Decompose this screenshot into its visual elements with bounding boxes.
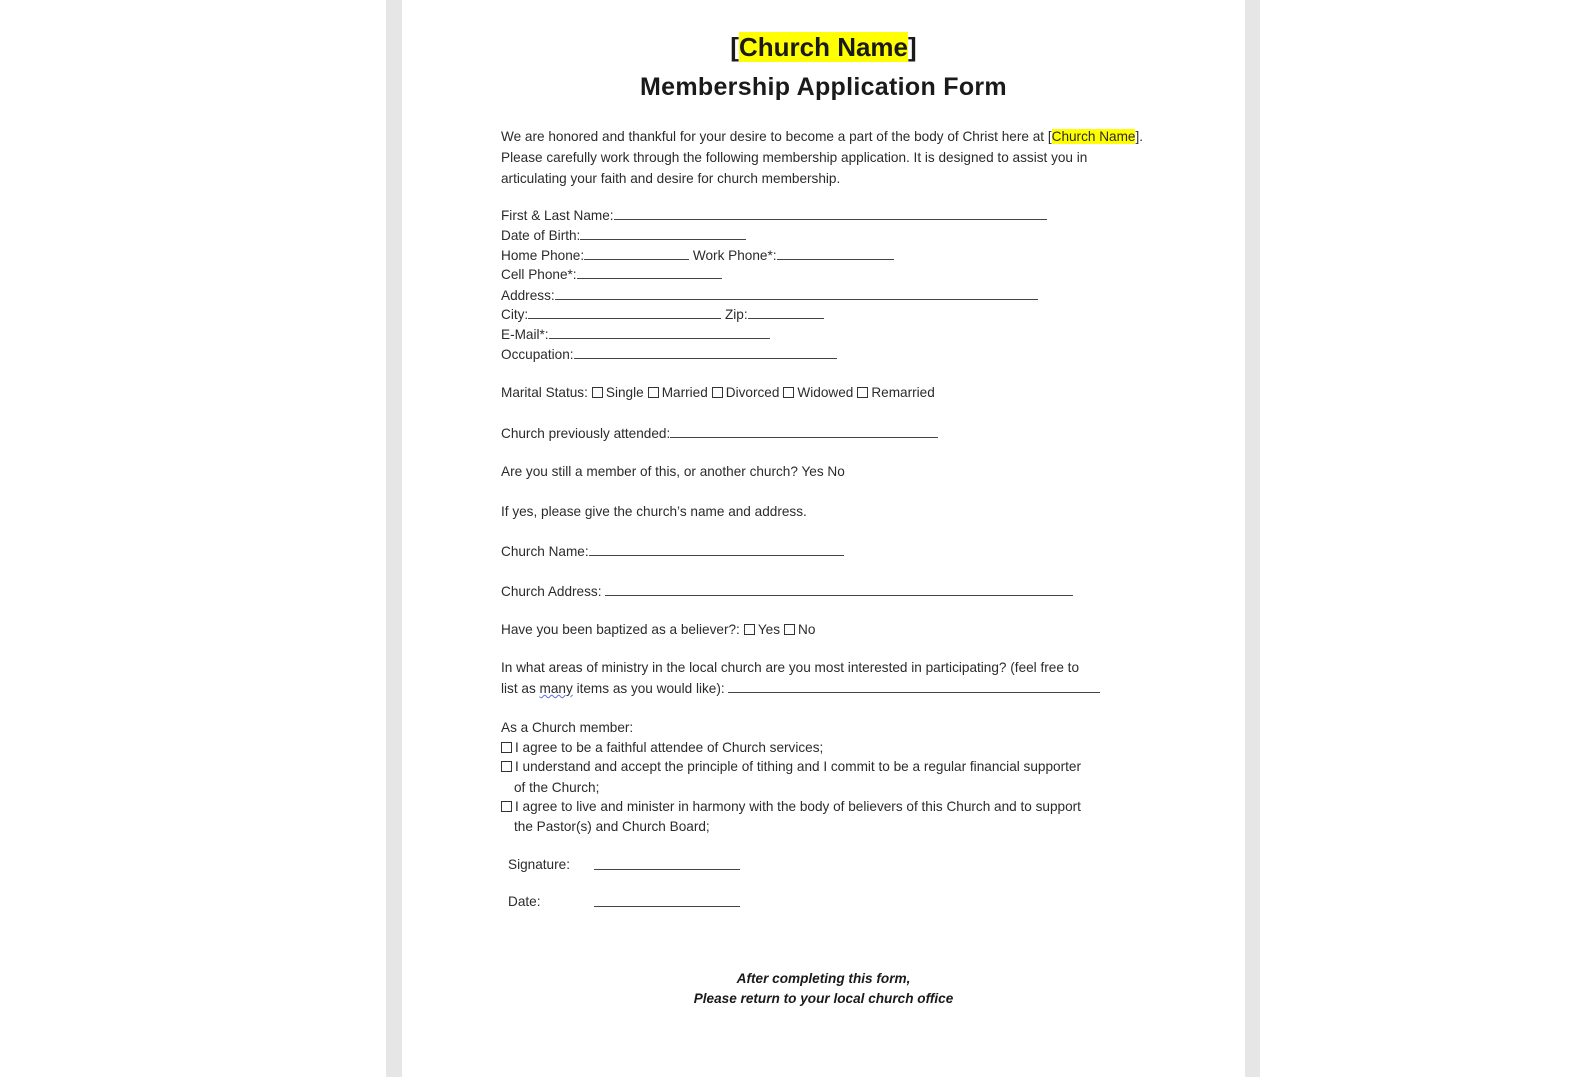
closing-line-2: Please return to your local church office [693, 991, 954, 1006]
occupation-blank[interactable] [574, 346, 837, 359]
divorced-checkbox[interactable] [712, 387, 723, 398]
city-blank[interactable] [528, 306, 721, 319]
address-label: Address: [501, 288, 555, 303]
widowed-checkbox[interactable] [783, 387, 794, 398]
home-phone-label: Home Phone: [501, 248, 585, 263]
page-gutter-left [386, 0, 402, 1077]
dob-blank[interactable] [580, 227, 746, 240]
agreement-1 [501, 740, 823, 755]
intro-text-rest: ]. Please carefully work through the following membership application. It is designed to assist you in articulating your faith and desire for church membership. [501, 129, 1144, 186]
spellcheck-word: many [539, 681, 573, 696]
dob-label: Date of Birth: [501, 228, 581, 243]
agreement-1-checkbox[interactable] [501, 742, 512, 753]
closing-line-1: After completing this form, [736, 971, 911, 986]
agreement-1-text: I agree to be a faithful attendee of Church services; [515, 740, 824, 755]
baptized-no-label: No [798, 622, 816, 637]
occupation-label: Occupation: [501, 347, 574, 362]
agreement-2-text: I understand and accept the principle of tithing and I commit to be a regular financial supporter [515, 759, 1081, 774]
email-label: E-Mail*: [501, 327, 549, 342]
still-member-question: Are you still a member of this, or another church? Yes No [501, 464, 845, 479]
married-checkbox[interactable] [648, 387, 659, 398]
marital-status-row [501, 385, 935, 400]
widowed-option: Widowed [797, 385, 854, 400]
baptized-question: Have you been baptized as a believer?: [501, 622, 740, 637]
member-heading: As a Church member: [501, 720, 634, 735]
signature-blank[interactable] [594, 857, 740, 870]
city-zip-row[interactable] [501, 306, 824, 322]
single-option: Single [605, 385, 644, 400]
city-label: City: [501, 307, 529, 322]
prev-church-row[interactable] [501, 425, 938, 441]
agreement-2-cont: of the Church; [514, 780, 600, 795]
church-address-label: Church Address: [501, 584, 602, 599]
church-address-row[interactable] [501, 583, 1073, 599]
cell-phone-label: Cell Phone*: [501, 267, 577, 282]
church-name-row[interactable] [501, 543, 844, 559]
divorced-option: Divorced [725, 385, 780, 400]
form-title: Membership Application Form [640, 73, 1007, 101]
date-label: Date: [508, 894, 541, 909]
cell-phone-blank[interactable] [577, 266, 722, 279]
name-blank[interactable] [614, 207, 1047, 220]
remarried-checkbox[interactable] [857, 387, 868, 398]
agreement-3-cont: the Pastor(s) and Church Board; [514, 819, 710, 834]
church-name-title: [Church Name] [730, 32, 917, 62]
ministry-text-rest: items as you would like): [576, 681, 725, 696]
agreement-3-text: I agree to live and minister in harmony with the body of believers of this Church and to support [515, 799, 1081, 814]
address-field-row[interactable] [501, 287, 1038, 303]
baptized-yes-label: Yes [757, 622, 780, 637]
ministry-text: list as [501, 681, 536, 696]
intro-text: We are honored and thankful for your desire to become a part of the body of Christ here at [ [501, 129, 1052, 144]
church-name-highlight: Church Name [738, 32, 909, 62]
ministry-question-line1: In what areas of ministry in the local church are you most interested in participating? (feel free to [501, 660, 1080, 675]
baptized-yes-checkbox[interactable] [744, 624, 755, 635]
agreement-2-checkbox[interactable] [501, 761, 512, 772]
signature-row[interactable] [594, 857, 740, 873]
zip-blank[interactable] [748, 306, 824, 319]
document-page [402, 0, 1245, 1077]
baptized-row [501, 622, 815, 637]
agreement-3-checkbox[interactable] [501, 801, 512, 812]
ministry-question-line2[interactable] [501, 680, 1100, 696]
ministry-blank[interactable] [728, 680, 1100, 693]
church-name-blank[interactable] [589, 543, 844, 556]
zip-label: Zip: [724, 307, 748, 322]
name-label: First & Last Name: [501, 208, 614, 223]
church-address-blank[interactable] [605, 583, 1073, 596]
email-blank[interactable] [549, 326, 770, 339]
church-name-label: Church Name: [501, 544, 589, 559]
intro-paragraph [501, 126, 1151, 189]
agreement-2 [501, 759, 1081, 774]
email-field-row[interactable] [501, 326, 770, 342]
work-phone-blank[interactable] [777, 247, 894, 260]
date-row[interactable] [594, 894, 740, 910]
signature-label: Signature: [508, 857, 570, 872]
work-phone-label: Work Phone*: [692, 248, 777, 263]
page-gutter-right [1245, 0, 1260, 1077]
single-checkbox[interactable] [592, 387, 603, 398]
remarried-option: Remarried [871, 385, 935, 400]
prev-church-label: Church previously attended: [501, 426, 671, 441]
intro-church-highlight: Church Name [1051, 129, 1136, 144]
cell-field-row[interactable] [501, 266, 722, 282]
dob-field-row[interactable] [501, 227, 746, 243]
agreement-3 [501, 799, 1081, 814]
date-blank[interactable] [594, 894, 740, 907]
marital-status-label: Marital Status: [501, 385, 588, 400]
baptized-no-checkbox[interactable] [784, 624, 795, 635]
married-option: Married [661, 385, 708, 400]
if-yes-instruction: If yes, please give the church’s name and address. [501, 504, 807, 519]
home-phone-blank[interactable] [584, 247, 689, 260]
prev-church-blank[interactable] [670, 425, 938, 438]
address-blank[interactable] [555, 287, 1038, 300]
occupation-field-row[interactable] [501, 346, 837, 362]
phone-field-row[interactable] [501, 247, 894, 263]
name-field-row[interactable] [501, 207, 1047, 223]
